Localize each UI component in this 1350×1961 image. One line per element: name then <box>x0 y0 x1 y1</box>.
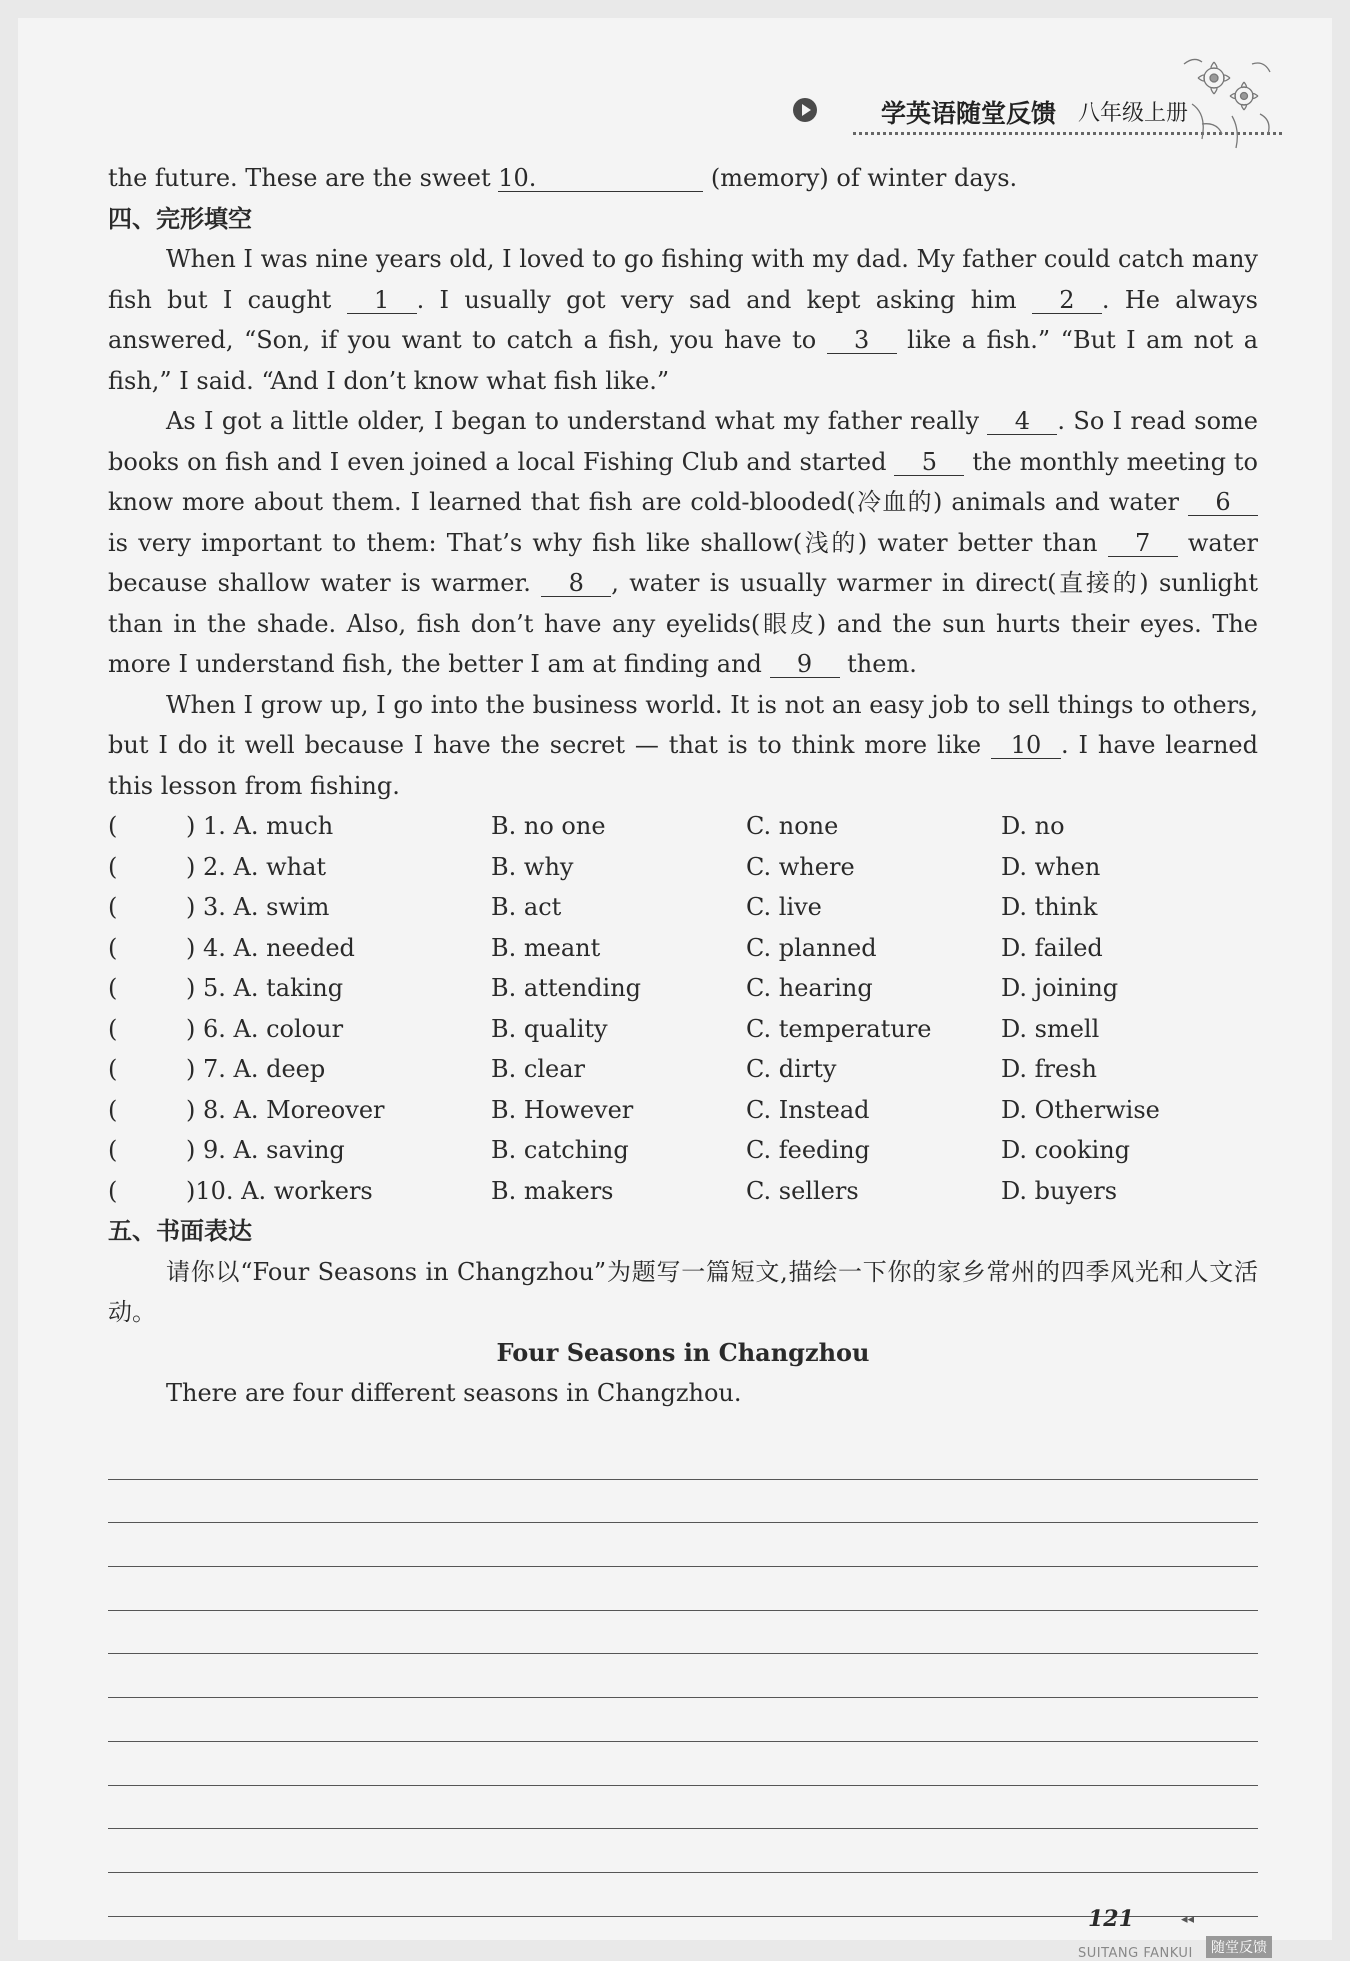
passage-text: As I got a little older, I began to understand what my father really <box>166 407 988 435</box>
writing-line[interactable] <box>108 1786 1258 1830</box>
answer-paren[interactable]: ( <box>108 1136 118 1164</box>
cloze-blank[interactable]: 8 <box>541 570 611 597</box>
grade-label: 八年级上册 <box>1078 101 1189 126</box>
answer-paren[interactable]: ( <box>108 1014 118 1043</box>
writing-line[interactable] <box>108 1567 1258 1611</box>
book-title: 学英语随堂反馈 <box>881 99 1057 128</box>
cloze-blank[interactable]: 4 <box>987 408 1057 435</box>
option-a[interactable]: ) 5. A. taking <box>186 974 344 1002</box>
option-b[interactable]: B. no one <box>491 812 606 840</box>
page-header <box>793 90 1222 130</box>
option-c[interactable]: C. none <box>746 812 839 840</box>
option-c[interactable]: C. where <box>746 852 855 881</box>
writing-line[interactable] <box>108 1523 1258 1567</box>
option-b[interactable]: B. makers <box>491 1176 614 1205</box>
option-b[interactable]: B. catching <box>491 1136 629 1164</box>
answer-paren[interactable]: ( <box>108 1095 118 1124</box>
option-b[interactable]: B. meant <box>491 933 601 962</box>
option-a[interactable]: ) 9. A. saving <box>186 1136 345 1164</box>
writing-line[interactable] <box>108 1480 1258 1524</box>
footer-badge: 随堂反馈 <box>1206 1936 1272 1958</box>
option-c[interactable]: C. feeding <box>746 1136 870 1164</box>
passage-text: is very important to them: That’s why fish like shallow(浅的) water better than <box>108 528 1108 557</box>
answer-paren[interactable]: ( <box>108 852 118 881</box>
option-d[interactable]: D. when <box>1001 852 1101 881</box>
option-b[interactable]: B. However <box>491 1095 634 1124</box>
section-heading-writing: 五、书面表达 <box>108 1217 252 1245</box>
option-c[interactable]: C. dirty <box>746 1055 837 1083</box>
writing-line[interactable] <box>108 1873 1258 1917</box>
writing-instruction: 请你以“Four Seasons in Changzhou”为题写一篇短文,描绘一下你的家乡常州的四季风光和人文活动。 <box>108 1257 1258 1326</box>
flower-decoration-icon <box>1172 44 1282 154</box>
option-b[interactable]: B. clear <box>491 1055 585 1083</box>
option-d[interactable]: D. fresh <box>1001 1055 1097 1083</box>
line-text: (memory) of winter days. <box>703 164 1018 192</box>
option-d[interactable]: D. smell <box>1001 1014 1100 1043</box>
options-list <box>108 806 1258 1211</box>
option-d[interactable]: D. no <box>1001 812 1065 840</box>
answer-paren[interactable]: ( <box>108 812 118 840</box>
option-row <box>108 1090 1258 1131</box>
option-a[interactable]: ) 6. A. colour <box>186 1014 344 1043</box>
passage-text: . So I read some books on fish and I even joined a local Fishing Club and started <box>108 407 1258 476</box>
option-b[interactable]: B. attending <box>491 974 642 1002</box>
writing-area[interactable] <box>108 1436 1258 1917</box>
option-c[interactable]: C. hearing <box>746 974 873 1002</box>
essay-title: Four Seasons in Changzhou <box>496 1337 870 1367</box>
writing-line[interactable] <box>108 1654 1258 1698</box>
option-a[interactable]: ) 3. A. swim <box>186 893 330 921</box>
option-d[interactable]: D. buyers <box>1001 1176 1118 1205</box>
cloze-blank[interactable]: 1 <box>347 287 417 314</box>
cloze-blank[interactable]: 6 <box>1188 489 1258 516</box>
answer-paren[interactable]: ( <box>108 893 118 921</box>
play-icon <box>793 98 817 122</box>
answer-paren[interactable]: ( <box>108 1055 118 1083</box>
cloze-blank[interactable]: 9 <box>770 651 840 678</box>
writing-line[interactable] <box>108 1698 1258 1742</box>
cloze-blank[interactable]: 7 <box>1108 530 1178 557</box>
option-row <box>108 1130 1258 1171</box>
option-row <box>108 1009 1258 1050</box>
cloze-paragraph-1 <box>108 239 1258 401</box>
option-c[interactable]: C. temperature <box>746 1014 932 1043</box>
cloze-paragraph-3 <box>108 685 1258 807</box>
essay-opening-sentence: There are four different seasons in Changzhou. <box>166 1379 742 1407</box>
footer-series-name: SUITANG FANKUI <box>1078 1946 1193 1961</box>
cloze-blank[interactable]: 2 <box>1032 287 1102 314</box>
passage-text: . He always answered, “Son, if you want to catch a fish, you have to <box>108 285 1258 354</box>
passage-text: When I was nine years old, I loved to go fishing with my dad. My father could catch many fish but I caught <box>108 245 1258 314</box>
option-row <box>108 1049 1258 1090</box>
option-a[interactable]: ) 7. A. deep <box>186 1055 326 1083</box>
answer-paren[interactable]: ( <box>108 1176 118 1205</box>
workbook-page <box>18 18 1332 1961</box>
passage-text: the monthly meeting to know more about them. I learned that fish are cold-blooded(冷血的) animals and water <box>108 447 1258 516</box>
passage-text: them. <box>839 650 917 678</box>
option-a[interactable]: )10. A. workers <box>186 1176 373 1205</box>
option-row <box>108 887 1258 928</box>
line-text: the future. These are the sweet <box>108 164 499 192</box>
cloze-blank[interactable]: 3 <box>827 327 897 354</box>
passage-text: . I have learned this lesson from fishing. <box>108 731 1258 800</box>
option-c[interactable]: C. planned <box>746 933 877 962</box>
carryover-line <box>108 158 1258 199</box>
cloze-blank[interactable]: 10 <box>991 732 1061 759</box>
passage-text: When I grow up, I go into the business world. It is not an easy job to sell things to others, but I do it well because I have the secret — that is to think more like <box>108 690 1258 759</box>
option-a[interactable]: ) 1. A. much <box>186 812 334 840</box>
passage-text: like a fish.” “But I am not a fish,” I said. “And I don’t know what fish like.” <box>108 326 1259 395</box>
option-row <box>108 968 1258 1009</box>
option-c[interactable]: C. Instead <box>746 1095 870 1124</box>
option-d[interactable]: D. failed <box>1001 933 1103 962</box>
writing-line[interactable] <box>108 1829 1258 1873</box>
option-c[interactable]: C. sellers <box>746 1176 859 1205</box>
option-d[interactable]: D. think <box>1001 893 1098 921</box>
option-row <box>108 928 1258 969</box>
passage-text: . I usually got very sad and kept asking him <box>416 285 1032 314</box>
page-content <box>108 158 1258 1414</box>
answer-paren[interactable]: ( <box>108 974 118 1002</box>
option-b[interactable]: B. quality <box>491 1014 608 1043</box>
option-row <box>108 806 1258 847</box>
cloze-paragraph-2 <box>108 401 1258 685</box>
section-heading-cloze: 四、完形填空 <box>108 204 252 233</box>
option-a[interactable]: ) 2. A. what <box>186 852 327 881</box>
cloze-blank[interactable]: 5 <box>894 449 964 476</box>
option-row <box>108 1171 1258 1212</box>
option-a[interactable]: ) 4. A. needed <box>186 933 355 962</box>
option-a[interactable]: ) 8. A. Moreover <box>186 1095 385 1124</box>
writing-line[interactable] <box>108 1611 1258 1655</box>
page-number: 121 <box>1088 1906 1134 1932</box>
option-c[interactable]: C. live <box>746 893 822 921</box>
option-d[interactable]: D. Otherwise <box>1001 1095 1160 1124</box>
answer-paren[interactable]: ( <box>108 933 118 962</box>
option-b[interactable]: B. act <box>491 893 562 921</box>
writing-line[interactable] <box>108 1436 1258 1480</box>
option-b[interactable]: B. why <box>491 852 574 881</box>
passage-text: water because shallow water is warmer. <box>108 528 1258 597</box>
passage-text: , water is usually warmer in direct(直接的) sunlight than in the shade. Also, fish don’t have any eyelids(眼皮) and the sun hurts their eyes. The more I understand fish, the better I am at finding and <box>108 569 1258 678</box>
option-d[interactable]: D. joining <box>1001 974 1119 1002</box>
back-arrows-icon: ◂◂ <box>1181 1912 1195 1927</box>
writing-line[interactable] <box>108 1742 1258 1786</box>
option-d[interactable]: D. cooking <box>1001 1136 1131 1164</box>
option-row <box>108 847 1258 888</box>
answer-blank[interactable]: 10. <box>498 165 703 192</box>
